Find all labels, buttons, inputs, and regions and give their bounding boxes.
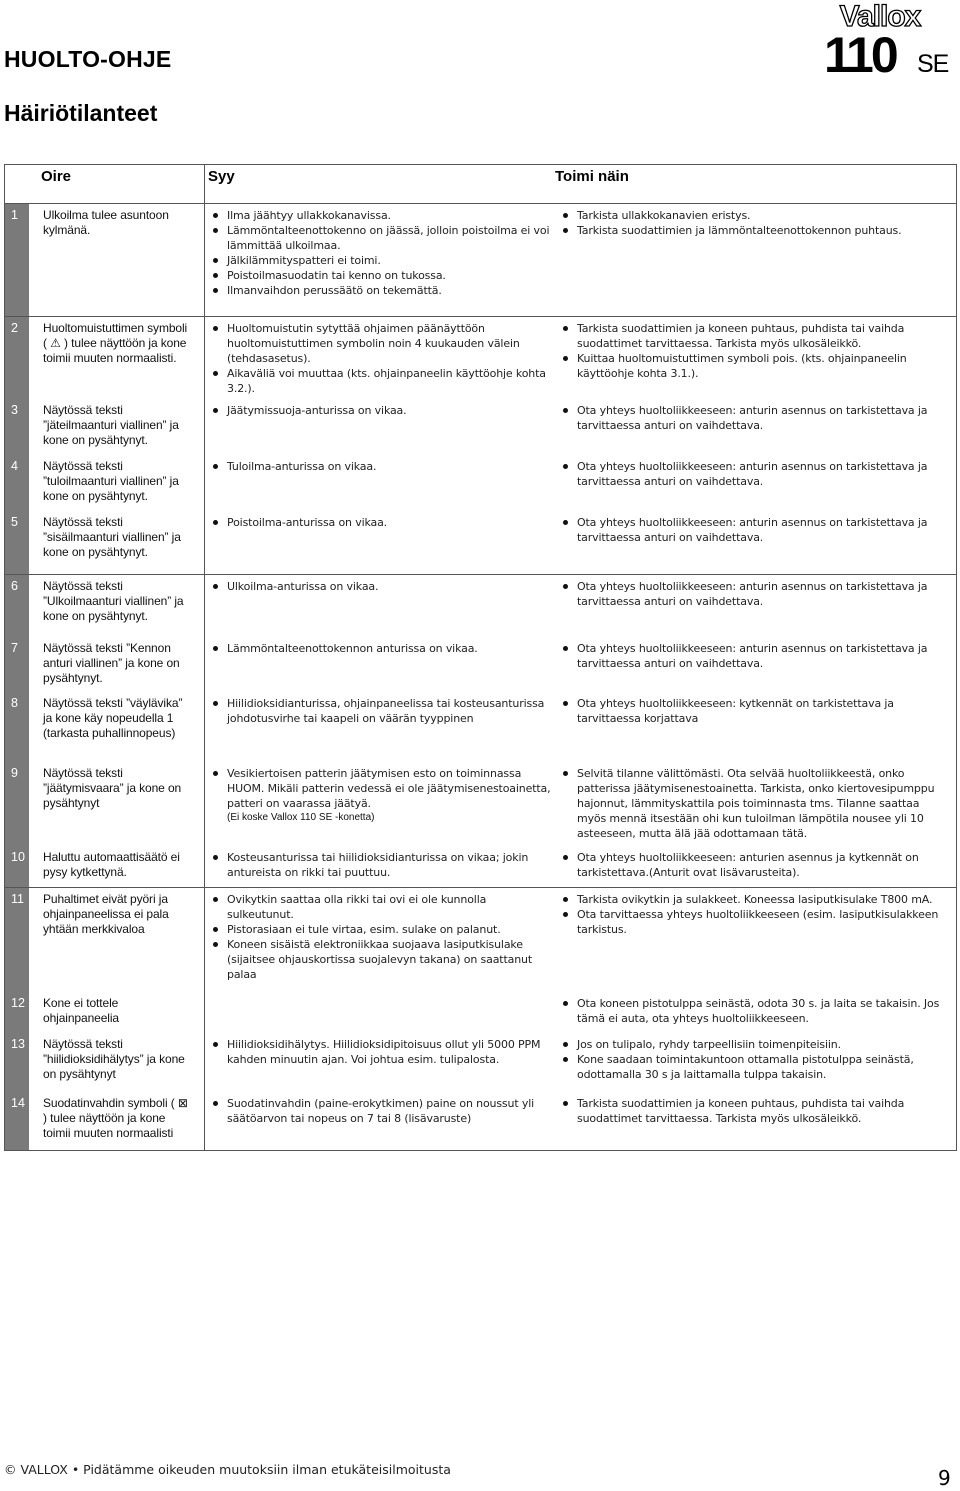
cause-list: [207, 1096, 551, 1126]
symptom-cell: [5, 637, 205, 692]
cause-list: [207, 696, 551, 726]
cause-item: Pistorasiaan ei tule virtaa, esim. sulake on palanut.: [207, 922, 551, 937]
cause-item: Aikaväliä voi muuttaa (kts. ohjainpaneelin käyttöohje kohta 3.2.).: [207, 366, 551, 396]
cause-list: [207, 403, 551, 418]
action-item: Ota yhteys huoltoliikkeeseen: anturin asennus on tarkistettava ja tarvittaessa anturi on vaihdettava.: [557, 641, 950, 671]
table-row: [5, 762, 956, 846]
cause-list: [207, 515, 551, 530]
action-list: [557, 459, 950, 489]
cause-cell: [205, 846, 555, 887]
page-number: 9: [938, 1466, 951, 1490]
symptom-text: Näytössä teksti ”tuloilmaanturi viallinen” ja kone on pysähtynyt.: [43, 459, 179, 503]
action-list: [557, 321, 950, 381]
symptom-cell: [5, 317, 205, 400]
cause-list: [207, 892, 551, 982]
action-list: [557, 1096, 950, 1126]
table-row: [5, 1092, 956, 1150]
cause-item: Hiilidioksidihälytys. Hiilidioksidipitoisuus ollut yli 5000 PPM kahden minuutin ajan. Voi johtua esim. tulipalosta.: [207, 1037, 551, 1067]
symptom-cell: [5, 692, 205, 762]
column-header-action: Toimi näin: [555, 168, 629, 185]
troubleshooting-table: [4, 164, 957, 1151]
action-cell: [555, 455, 954, 511]
symptom-text: Huoltomuistuttimen symboli ( ⚠ ) tulee näyttöön ja kone toimii muuten normaalisti.: [43, 321, 188, 365]
row-number: 1: [5, 204, 29, 316]
symptom-text: Näytössä teksti ”Kennon anturi viallinen” ja kone on pysähtynyt.: [43, 641, 180, 685]
cause-item: Tuloilma-anturissa on vikaa.: [207, 459, 551, 474]
cause-cell: [205, 511, 555, 574]
cause-item: Hiilidioksidianturissa, ohjainpaneelissa tai kosteusanturissa johdotusvirhe tai kaapeli on väärän tyyppinen: [207, 696, 551, 726]
cause-item: Lämmöntalteenottokenno on jäässä, jolloin poistoilma ei voi lämmittää ulkoilmaa.: [207, 223, 551, 253]
cause-item: Ulkoilma-anturissa on vikaa.: [207, 579, 551, 594]
symptom-cell: [5, 992, 205, 1033]
cause-cell: [205, 637, 555, 692]
cause-cell: [205, 762, 555, 846]
action-item: Ota yhteys huoltoliikkeeseen: anturin asennus on tarkistettava ja tarvittaessa anturi on vaihdettava.: [557, 459, 950, 489]
table-row: [5, 992, 956, 1033]
symptom-cell: [5, 888, 205, 992]
action-list: [557, 696, 950, 726]
action-cell: [555, 399, 954, 455]
action-cell: [555, 575, 954, 637]
cause-cell: [205, 992, 555, 1033]
row-number: 2: [5, 317, 29, 400]
cause-item: Jäätymissuoja-anturissa on vikaa.: [207, 403, 551, 418]
symptom-cell: [5, 511, 205, 574]
action-list: [557, 208, 950, 238]
action-item: Kone saadaan toimintakuntoon ottamalla pistotulppa seinästä, odottamalla 30 s ja laittamalla tulppa takaisin.: [557, 1052, 950, 1082]
cause-cell: [205, 1092, 555, 1150]
action-item: Ota yhteys huoltoliikkeeseen: anturin asennus on tarkistettava ja tarvittaessa anturi on vaihdettava.: [557, 403, 950, 433]
action-cell: [555, 511, 954, 574]
row-number: 13: [5, 1033, 29, 1092]
action-cell: [555, 1092, 954, 1150]
action-cell: [555, 888, 954, 992]
cause-cell: [205, 888, 555, 992]
symptom-cell: [5, 846, 205, 887]
action-item: Tarkista suodattimien ja lämmöntalteenottokennon puhtaus.: [557, 223, 950, 238]
symptom-cell: [5, 1092, 205, 1150]
symptom-text: Ulkoilma tulee asuntoon kylmänä.: [43, 208, 169, 237]
action-cell: [555, 692, 954, 762]
cause-list: [207, 208, 551, 298]
cause-item: Suodatinvahdin (paine-erokytkimen) paine on noussut yli säätöarvon tai nopeus on 7 tai 8 (lisävaruste): [207, 1096, 551, 1126]
row-number: 7: [5, 637, 29, 692]
row-number: 9: [5, 762, 29, 846]
symptom-cell: [5, 455, 205, 511]
cause-item: Ilma jäähtyy ullakkokanavissa.: [207, 208, 551, 223]
row-number: 14: [5, 1092, 29, 1150]
symptom-text: Näytössä teksti ”jäteilmaanturi viallinen” ja kone on pysähtynyt.: [43, 403, 179, 447]
cause-list: [207, 459, 551, 474]
action-item: Kuittaa huoltomuistuttimen symboli pois. (kts. ohjainpaneelin käyttöohje kohta 3.1.).: [557, 351, 950, 381]
symptom-cell: [5, 762, 205, 846]
row-number: 8: [5, 692, 29, 762]
column-header-cause: Syy: [208, 168, 235, 185]
action-list: [557, 996, 950, 1026]
action-list: [557, 766, 950, 841]
cause-note: (Ei koske Vallox 110 SE -konetta): [227, 812, 375, 823]
table-row: [5, 511, 956, 574]
brand-name: Vallox: [839, 0, 921, 33]
cause-cell: [205, 317, 555, 400]
cause-cell: [205, 399, 555, 455]
cause-cell: [205, 575, 555, 637]
table-row: [5, 316, 956, 399]
cause-list: [207, 850, 551, 880]
table-row: [5, 637, 956, 692]
action-list: [557, 403, 950, 433]
action-item: Ota tarvittaessa yhteys huoltoliikkeeseen (esim. lasiputkisulakkeen tarkistus.: [557, 907, 950, 937]
cause-item: Kosteusanturissa tai hiilidioksidianturissa on vikaa; jokin antureista on rikki tai puuttuu.: [207, 850, 551, 880]
table-row: [5, 574, 956, 637]
symptom-text: Näytössä teksti ”jäätymisvaara” ja kone on pysähtynyt: [43, 766, 182, 810]
column-header-symptom: Oire: [5, 165, 205, 203]
cause-cell: [205, 204, 555, 316]
brand-logo: [804, 0, 956, 84]
symptom-text: Näytössä teksti ”väylävika” ja kone käy nopeudella 1 (tarkasta puhallinnopeus): [43, 696, 183, 740]
symptom-text: Haluttu automaattisäätö ei pysy kytkettynä.: [43, 850, 180, 879]
symptom-cell: [5, 399, 205, 455]
brand-model: 110: [824, 27, 896, 83]
action-cell: [555, 1033, 954, 1092]
cause-item: Poistoilma-anturissa on vikaa.: [207, 515, 551, 530]
table-row: [5, 887, 956, 992]
action-item: Tarkista ullakkokanavien eristys.: [557, 208, 950, 223]
action-item: Jos on tulipalo, ryhdy tarpeellisiin toimenpiteisiin.: [557, 1037, 950, 1052]
row-number: 5: [5, 511, 29, 574]
action-item: Selvitä tilanne välittömästi. Ota selvää huoltoliikkeestä, onko patterissa jäätymisenestoainetta. Tarkista, onko kiertovesipumppu hajonnut, lämmityskattila pois toiminnasta tms. Tilanne saattaa myös mennä itsestään ohi kun tuloilman lämpötila nousee yli 10 asteeseen, mutta älä jää odottamaan tätä.: [557, 766, 950, 841]
row-number: 3: [5, 399, 29, 455]
cause-item: Lämmöntalteenottokennon anturissa on vikaa.: [207, 641, 551, 656]
symptom-text: Kone ei tottele ohjainpaneelia: [43, 996, 120, 1025]
symptom-text: Suodatinvahdin symboli ( ⊠ ) tulee näyttöön ja kone toimii muuten normaalisti: [43, 1096, 188, 1140]
cause-list: [207, 579, 551, 594]
action-item: Tarkista suodattimien ja koneen puhtaus, puhdista tai vaihda suodattimet tarvittaessa. Tarkista myös ulkosäleikkö.: [557, 1096, 950, 1126]
table-row: [5, 692, 956, 762]
table-row: [5, 399, 956, 455]
cause-item: Ovikytkin saattaa olla rikki tai ovi ei ole kunnolla sulkeutunut.: [207, 892, 551, 922]
table-header: [5, 165, 956, 204]
symptom-cell: [5, 1033, 205, 1092]
action-cell: [555, 317, 954, 400]
symptom-text: Näytössä teksti ”Ulkoilmaanturi viallinen” ja kone on pysähtynyt.: [43, 579, 184, 623]
cause-item: Vesikiertoisen patterin jäätymisen esto on toiminnassa HUOM. Mikäli patterin vedessä ei ole jäätymisenestoainetta, patteri on vaarassa jäätyä.: [207, 766, 551, 811]
action-item: Ota yhteys huoltoliikkeeseen: anturin asennus on tarkistettava ja tarvittaessa anturi on vaihdettava.: [557, 579, 950, 609]
cause-cell: [205, 455, 555, 511]
symptom-text: Puhaltimet eivät pyöri ja ohjainpaneelissa ei pala yhtään merkkivaloa: [43, 892, 169, 936]
brand-model-suffix: SE: [917, 50, 949, 78]
action-cell: [555, 846, 954, 887]
table-row: [5, 1033, 956, 1092]
section-title: Häiriötilanteet: [4, 100, 158, 126]
table-body: [5, 204, 956, 1150]
cause-cell: [205, 1033, 555, 1092]
action-item: Ota yhteys huoltoliikkeeseen: anturien asennus ja kytkennät on tarkistettava.(Anturit ovat lisävarusteita).: [557, 850, 950, 880]
cause-cell: [205, 692, 555, 762]
row-number: 11: [5, 888, 29, 992]
action-item: Ota yhteys huoltoliikkeeseen: anturin asennus on tarkistettava ja tarvittaessa anturi on vaihdettava.: [557, 515, 950, 545]
cause-item: Huoltomuistutin sytyttää ohjaimen päänäyttöön huoltomuistuttimen symbolin noin 4 kuukauden välein (tehdasasetus).: [207, 321, 551, 366]
table-row: [5, 846, 956, 887]
action-item: Tarkista suodattimien ja koneen puhtaus, puhdista tai vaihda suodattimet tarvittaessa. Tarkista myös ulkosäleikkö.: [557, 321, 950, 351]
table-row: [5, 204, 956, 316]
cause-item: Jälkilämmityspatteri ei toimi.: [207, 253, 551, 268]
action-cell: [555, 204, 954, 316]
cause-list: [207, 766, 551, 811]
action-cell: [555, 762, 954, 846]
action-cell: [555, 992, 954, 1033]
action-list: [557, 1037, 950, 1082]
row-number: 10: [5, 846, 29, 887]
row-number: 4: [5, 455, 29, 511]
table-row: [5, 455, 956, 511]
row-number: 12: [5, 992, 29, 1033]
cause-item: Ilmanvaihdon perussäätö on tekemättä.: [207, 283, 551, 298]
action-list: [557, 641, 950, 671]
footer-text: © VALLOX • Pidätämme oikeuden muutoksiin ilman etukäteisilmoitusta: [4, 1462, 451, 1477]
action-list: [557, 515, 950, 545]
cause-item: Koneen sisäistä elektroniikkaa suojaava lasiputkisulake (sijaitsee ohjauskortissa suojalevyn takana) on saattanut palaa: [207, 937, 551, 982]
action-list: [557, 850, 950, 880]
action-item: Tarkista ovikytkin ja sulakkeet. Koneessa lasiputkisulake T800 mA.: [557, 892, 950, 907]
cause-list: [207, 641, 551, 656]
action-item: Ota koneen pistotulppa seinästä, odota 30 s. ja laita se takaisin. Jos tämä ei auta, ota yhteys huoltoliikkeeseen.: [557, 996, 950, 1026]
cause-list: [207, 321, 551, 396]
action-list: [557, 892, 950, 937]
page-title: HUOLTO-OHJE: [4, 46, 172, 72]
action-cell: [555, 637, 954, 692]
symptom-text: Näytössä teksti ”hiilidioksidihälytys” ja kone on pysähtynyt: [43, 1037, 185, 1081]
action-list: [557, 579, 950, 609]
cause-list: [207, 1037, 551, 1067]
cause-item: Poistoilmasuodatin tai kenno on tukossa.: [207, 268, 551, 283]
action-item: Ota yhteys huoltoliikkeeseen: kytkennät on tarkistettava ja tarvittaessa korjattava: [557, 696, 950, 726]
symptom-text: Näytössä teksti ”sisäilmaanturi viallinen” ja kone on pysähtynyt.: [43, 515, 181, 559]
symptom-cell: [5, 204, 205, 316]
symptom-cell: [5, 575, 205, 637]
row-number: 6: [5, 575, 29, 637]
